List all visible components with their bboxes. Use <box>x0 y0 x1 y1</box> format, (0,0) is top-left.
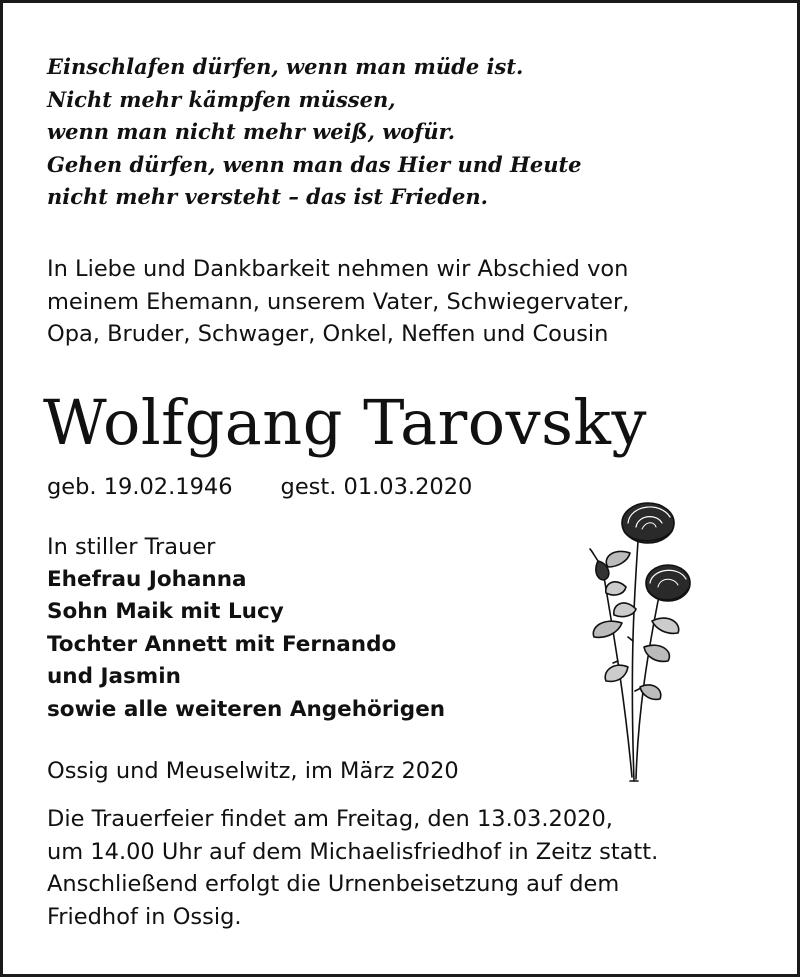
intro-line: Opa, Bruder, Schwager, Onkel, Neffen und Cousin <box>47 321 609 347</box>
deceased-name: Wolfgang Tarovsky <box>43 386 648 459</box>
mourner-entry: und Jasmin <box>47 664 181 690</box>
death-date: gest. 01.03.2020 <box>280 474 473 500</box>
poem-line: nicht mehr versteht – das ist Frieden. <box>47 184 488 209</box>
poem-line: Gehen dürfen, wenn man das Hier und Heute <box>47 151 582 177</box>
poem <box>47 51 582 214</box>
life-dates <box>47 471 472 503</box>
mourner-entry: Sohn Maik mit Lucy <box>47 599 284 625</box>
birth-date: geb. 19.02.1946 <box>47 474 233 500</box>
intro-line: In Liebe und Dankbarkeit nehmen wir Abschied von <box>47 256 629 282</box>
mourners-list <box>47 531 445 727</box>
intro-text <box>47 253 629 351</box>
poem-line: wenn man nicht mehr weiß, wofür. <box>47 119 456 144</box>
poem-line: Nicht mehr kämpfen müssen, <box>47 86 396 112</box>
mourner-entry: Ehefrau Johanna <box>47 566 247 592</box>
funeral-line: Die Trauerfeier findet am Freitag, den 13.03.2020, <box>47 806 613 832</box>
funeral-line: Friedhof in Ossig. <box>47 903 242 930</box>
mourner-entry: Tochter Annett mit Fernando <box>47 631 397 657</box>
intro-line: meinem Ehemann, unserem Vater, Schwiegervater, <box>47 288 630 315</box>
funeral-info <box>47 803 658 933</box>
mourners-lead: In stiller Trauer <box>47 534 216 560</box>
mourner-entry: sowie alle weiteren Angehörigen <box>47 696 446 722</box>
poem-line: Einschlafen dürfen, wenn man müde ist. <box>47 54 524 79</box>
rose-illustration-icon <box>568 491 703 786</box>
place-and-date: Ossig und Meuselwitz, im März 2020 <box>47 758 459 784</box>
funeral-line: um 14.00 Uhr auf dem Michaelisfriedhof in Zeitz statt. <box>47 838 659 865</box>
funeral-line: Anschließend erfolgt die Urnenbeisetzung auf dem <box>47 871 620 897</box>
